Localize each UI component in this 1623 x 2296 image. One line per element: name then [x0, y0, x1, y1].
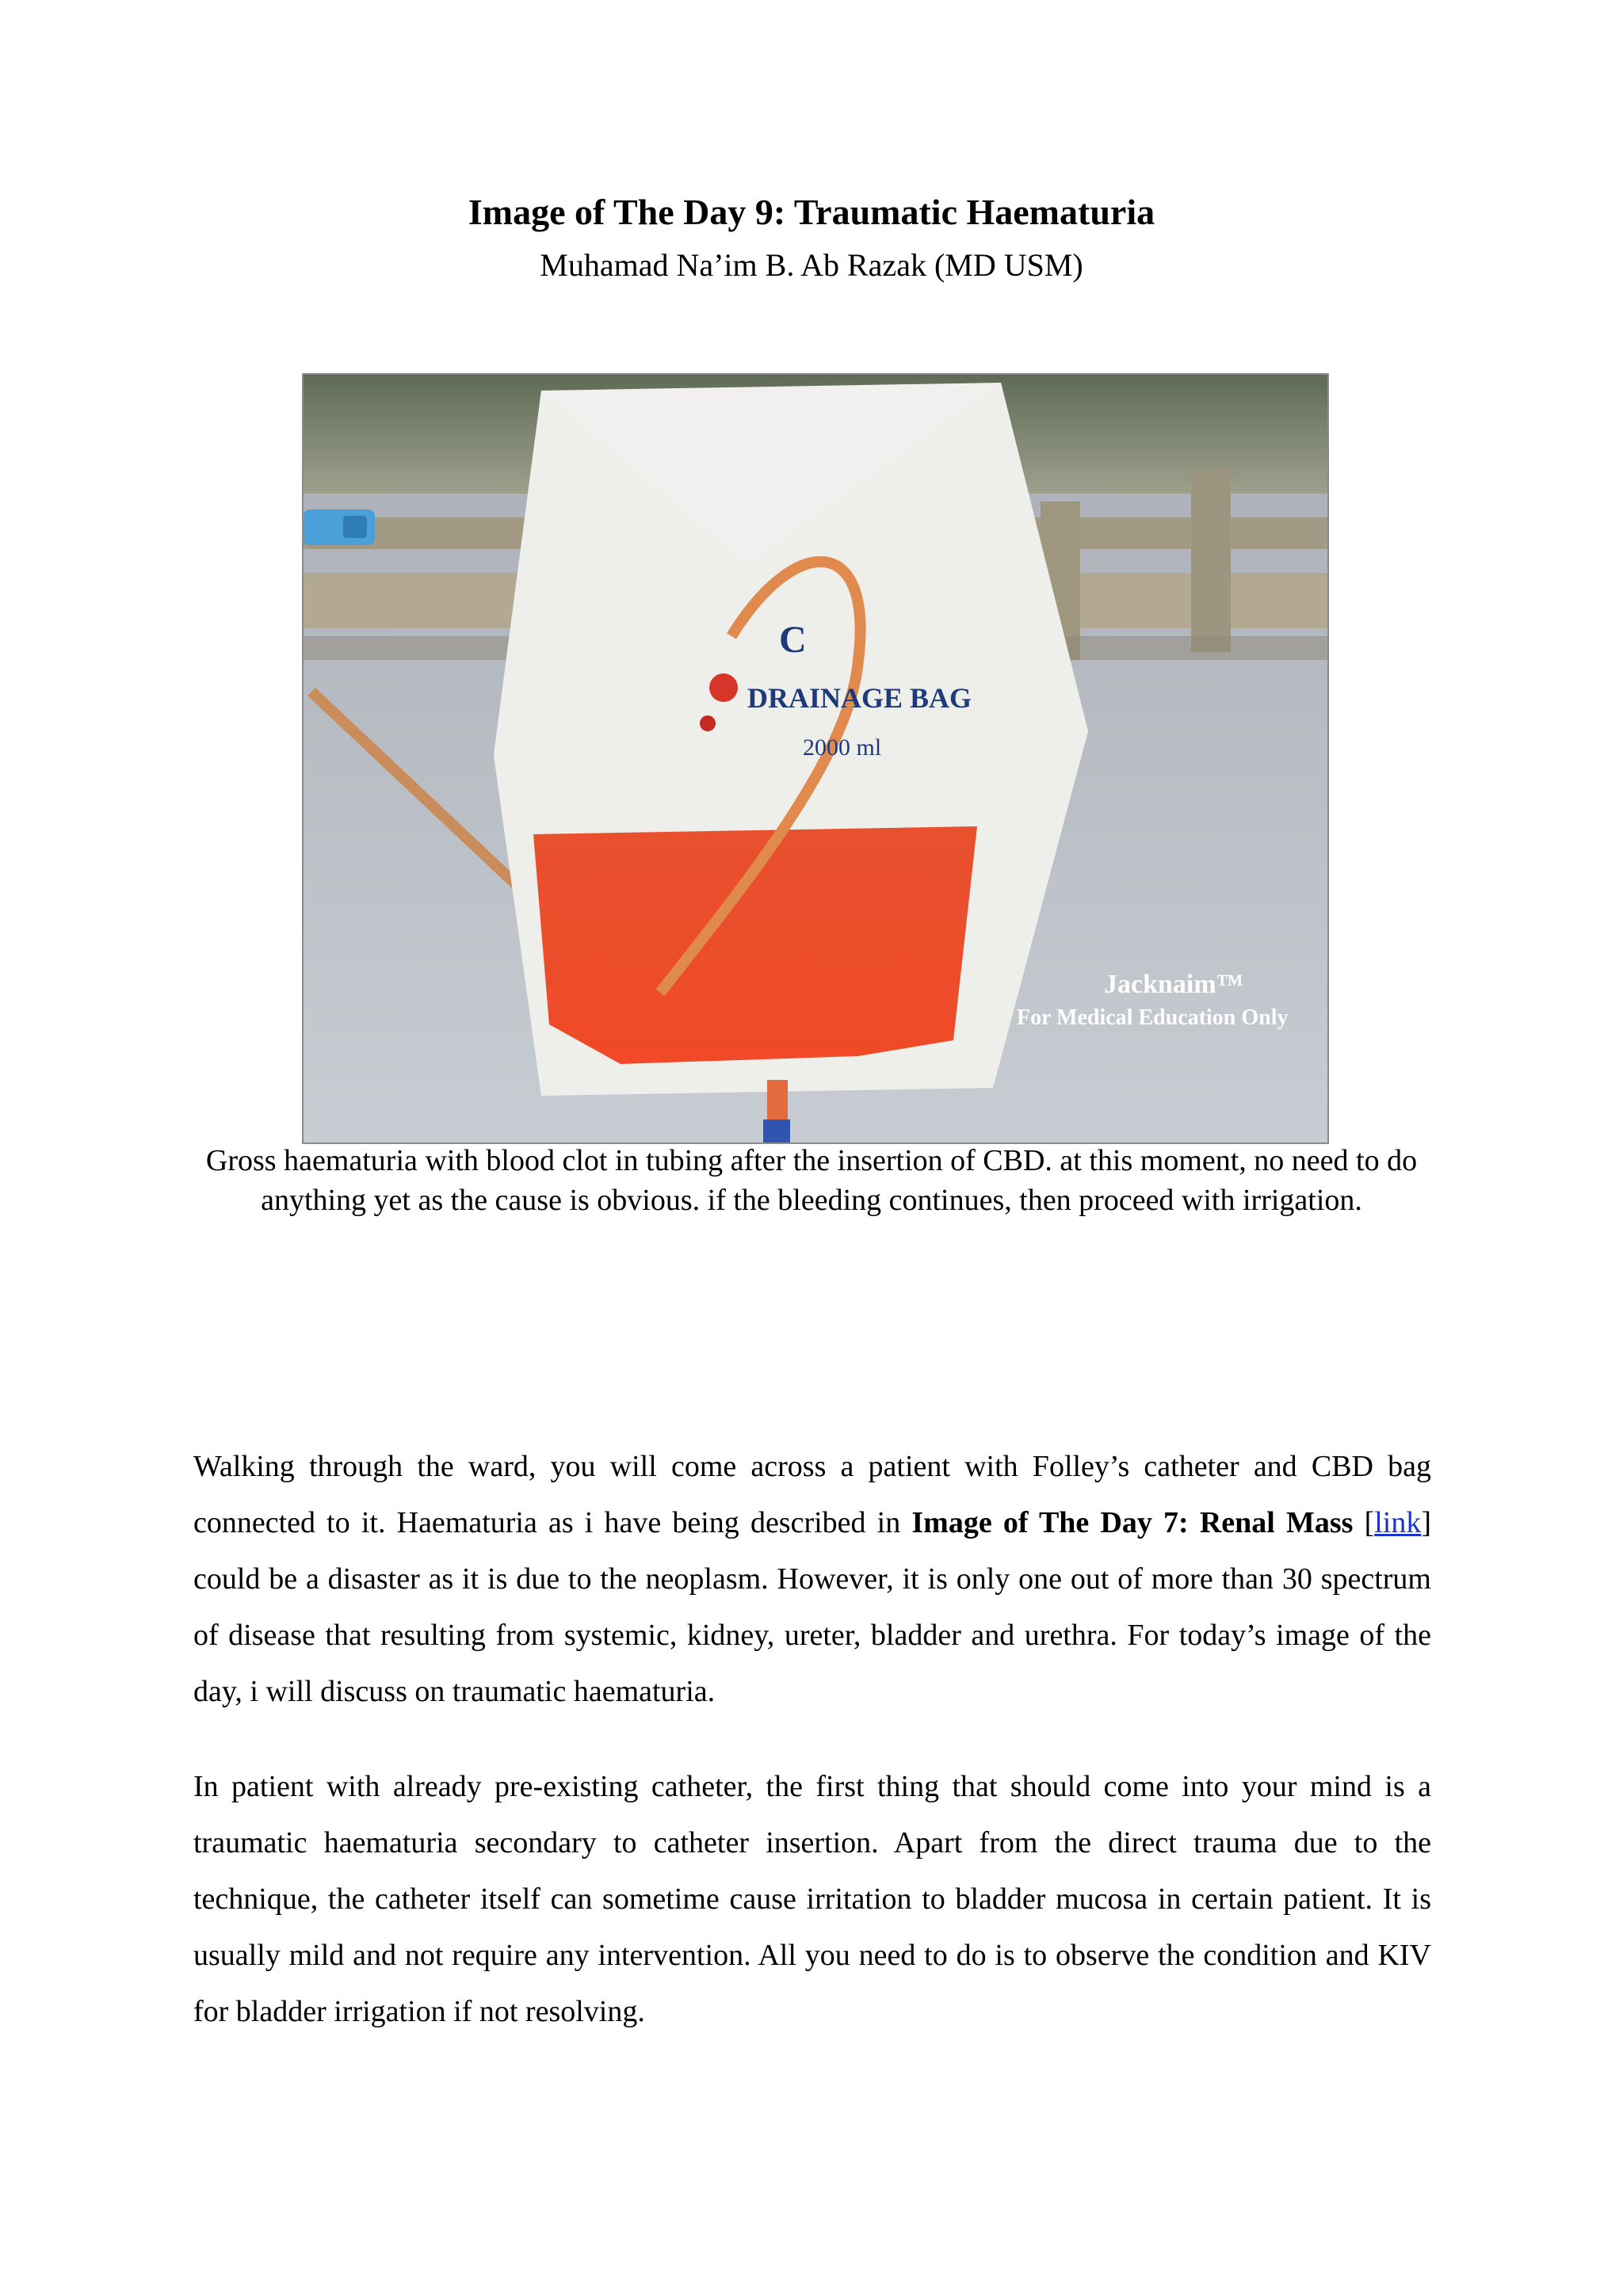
bag-label-title: DRAINAGE BAG: [747, 682, 972, 714]
paragraph-2: In patient with already pre-existing catheter, the first thing that should come into your mind is a traumatic haematuria secondary to catheter insertion. Apart from the direct trauma due to the technique, the catheter itself can sometime cause irritation to bladder mucosa in certain patient. It is usually mild and not require any intervention. All you need to do is to observe the condition and KIV for bladder irrigation if not resolving.: [193, 1770, 1431, 2028]
renal-mass-reference: Image of The Day 7: Renal Mass: [911, 1506, 1354, 1539]
paragraph-1: [193, 1439, 1431, 1720]
page-title: Image of The Day 9: Traumatic Haematuria: [468, 192, 1155, 232]
renal-mass-link[interactable]: link: [1374, 1506, 1422, 1539]
paragraph-1-text-c: ] could be a disaster as it is due to the neoplasm. However, it is only one out of more than 30 spectrum of disease that resulting from systemic, kidney, ureter, bladder and urethra. For today’s image of the day, i will discuss on traumatic haematuria.: [193, 1506, 1431, 1708]
paragraph-1-text-a: Walking through the ward, you will come across a patient with Folley’s catheter and CBD bag connected to it. Haematuria as i have being described in: [193, 1450, 1431, 1539]
bag-label-volume: 2000 ml: [803, 734, 882, 761]
watermark-note: For Medical Education Only: [1017, 1005, 1289, 1030]
watermark-name: Jacknaim™: [1104, 970, 1243, 999]
drainage-bag-illustration: [304, 375, 1327, 1142]
author-line: Muhamad Na’im B. Ab Razak (MD USM): [540, 247, 1083, 283]
bag-label-c: C: [779, 619, 807, 661]
paragraph-1-text-b: [: [1353, 1506, 1375, 1539]
figure-caption: Gross haematuria with blood clot in tubing after the insertion of CBD. at this moment, no need to do anything yet as the cause is obvious. if the bleeding continues, then proceed with irrigation.: [205, 1144, 1418, 1217]
haematuria-photo: [302, 373, 1329, 1144]
